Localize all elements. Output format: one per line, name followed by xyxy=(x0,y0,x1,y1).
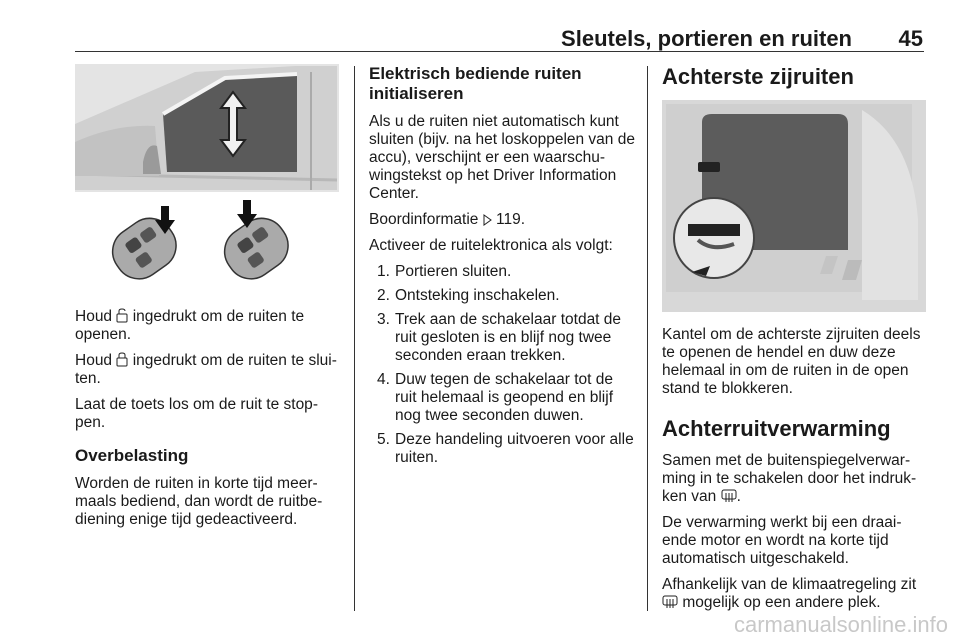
page-header-title: Sleutels, portieren en ruiten xyxy=(561,26,852,51)
steps-list xyxy=(369,263,635,467)
column-3 xyxy=(662,64,926,620)
paragraph: Als u de ruiten niet automatisch kunt sluiten (bijv. na het loskoppelen van de accu), verschijnt er een waarschuwingstekst op het Driver Information Center. xyxy=(369,113,635,202)
paragraph: Activeer de ruitelektronica als volgt: xyxy=(369,237,613,254)
step-number: 3. xyxy=(377,311,390,328)
text-run: ingedrukt om de ruiten te openen. xyxy=(75,308,305,343)
rear-side-window-illustration xyxy=(662,100,926,312)
step-text: Trek aan de schakelaar totdat de ruit gesloten is en blijf nog twee seconden eraan trekken. xyxy=(395,311,622,364)
key-fob-illustration xyxy=(75,198,339,294)
step-number: 1. xyxy=(377,263,390,280)
paragraph: Laat de toets los om de ruit te stoppen. xyxy=(75,396,318,431)
step-number: 2. xyxy=(377,287,390,304)
rear-defrost-icon xyxy=(721,489,737,503)
window-illustration xyxy=(75,64,339,192)
paragraph: Kantel om de achterste zijruiten deels te openen de hendel en duw deze helemaal in om de ruiten in de open stand te blokkeren. xyxy=(662,326,921,397)
list-item xyxy=(369,287,635,305)
list-item xyxy=(369,371,635,425)
step-text: Ontsteking inschakelen. xyxy=(395,287,560,304)
page-number: 45 xyxy=(898,26,923,51)
text-run: mogelijk op een andere plek. xyxy=(682,594,881,611)
unlock-icon xyxy=(116,308,128,323)
section-heading: Elektrisch bediende ruiten initialiseren xyxy=(369,64,582,103)
reference-text: Boordinformatie xyxy=(369,211,479,228)
step-number: 4. xyxy=(377,371,390,388)
step-text: Duw tegen de schakelaar tot de ruit helemaal is geopend en blijf nog twee seconden duwen. xyxy=(395,371,613,424)
reference-page[interactable]: 119. xyxy=(496,211,526,228)
paragraph: De verwarming werkt bij een draaiende motor en wordt na korte tijd automatisch uitgeschakeld. xyxy=(662,514,902,567)
text-run: Afhankelijk van de klimaatregeling zit xyxy=(662,576,917,593)
section-heading: Overbelasting xyxy=(75,446,189,465)
paragraph: Worden de ruiten in korte tijd meermaals bediend, dan wordt de ruitbediening enige tijd gedeactiveerd. xyxy=(75,475,323,528)
step-text: Deze handeling uitvoeren voor alle ruiten. xyxy=(395,431,634,466)
column-divider xyxy=(354,66,355,611)
list-item xyxy=(369,431,635,467)
header-divider xyxy=(75,51,924,52)
rear-defrost-icon xyxy=(662,595,678,609)
section-title: Achterruitverwarming xyxy=(662,416,891,441)
column-1 xyxy=(75,64,339,537)
text-run: ingedrukt om de ruiten te sluiten. xyxy=(75,352,337,387)
section-title: Achterste zijruiten xyxy=(662,64,854,89)
step-text: Portieren sluiten. xyxy=(395,263,512,280)
step-number: 5. xyxy=(377,431,390,448)
text-run: Houd xyxy=(75,352,113,369)
lock-icon xyxy=(116,352,128,367)
text-run: Houd xyxy=(75,308,113,325)
text-run: Samen met de buitenspiegelverwarming in te schakelen door het indrukken van xyxy=(662,452,917,505)
list-item xyxy=(369,311,635,365)
watermark: carmanualsonline.info xyxy=(733,612,948,637)
column-2 xyxy=(369,64,635,473)
column-divider xyxy=(647,66,648,611)
page-ref-arrow-icon xyxy=(483,214,492,226)
list-item xyxy=(369,263,635,281)
text-run: . xyxy=(736,488,741,505)
